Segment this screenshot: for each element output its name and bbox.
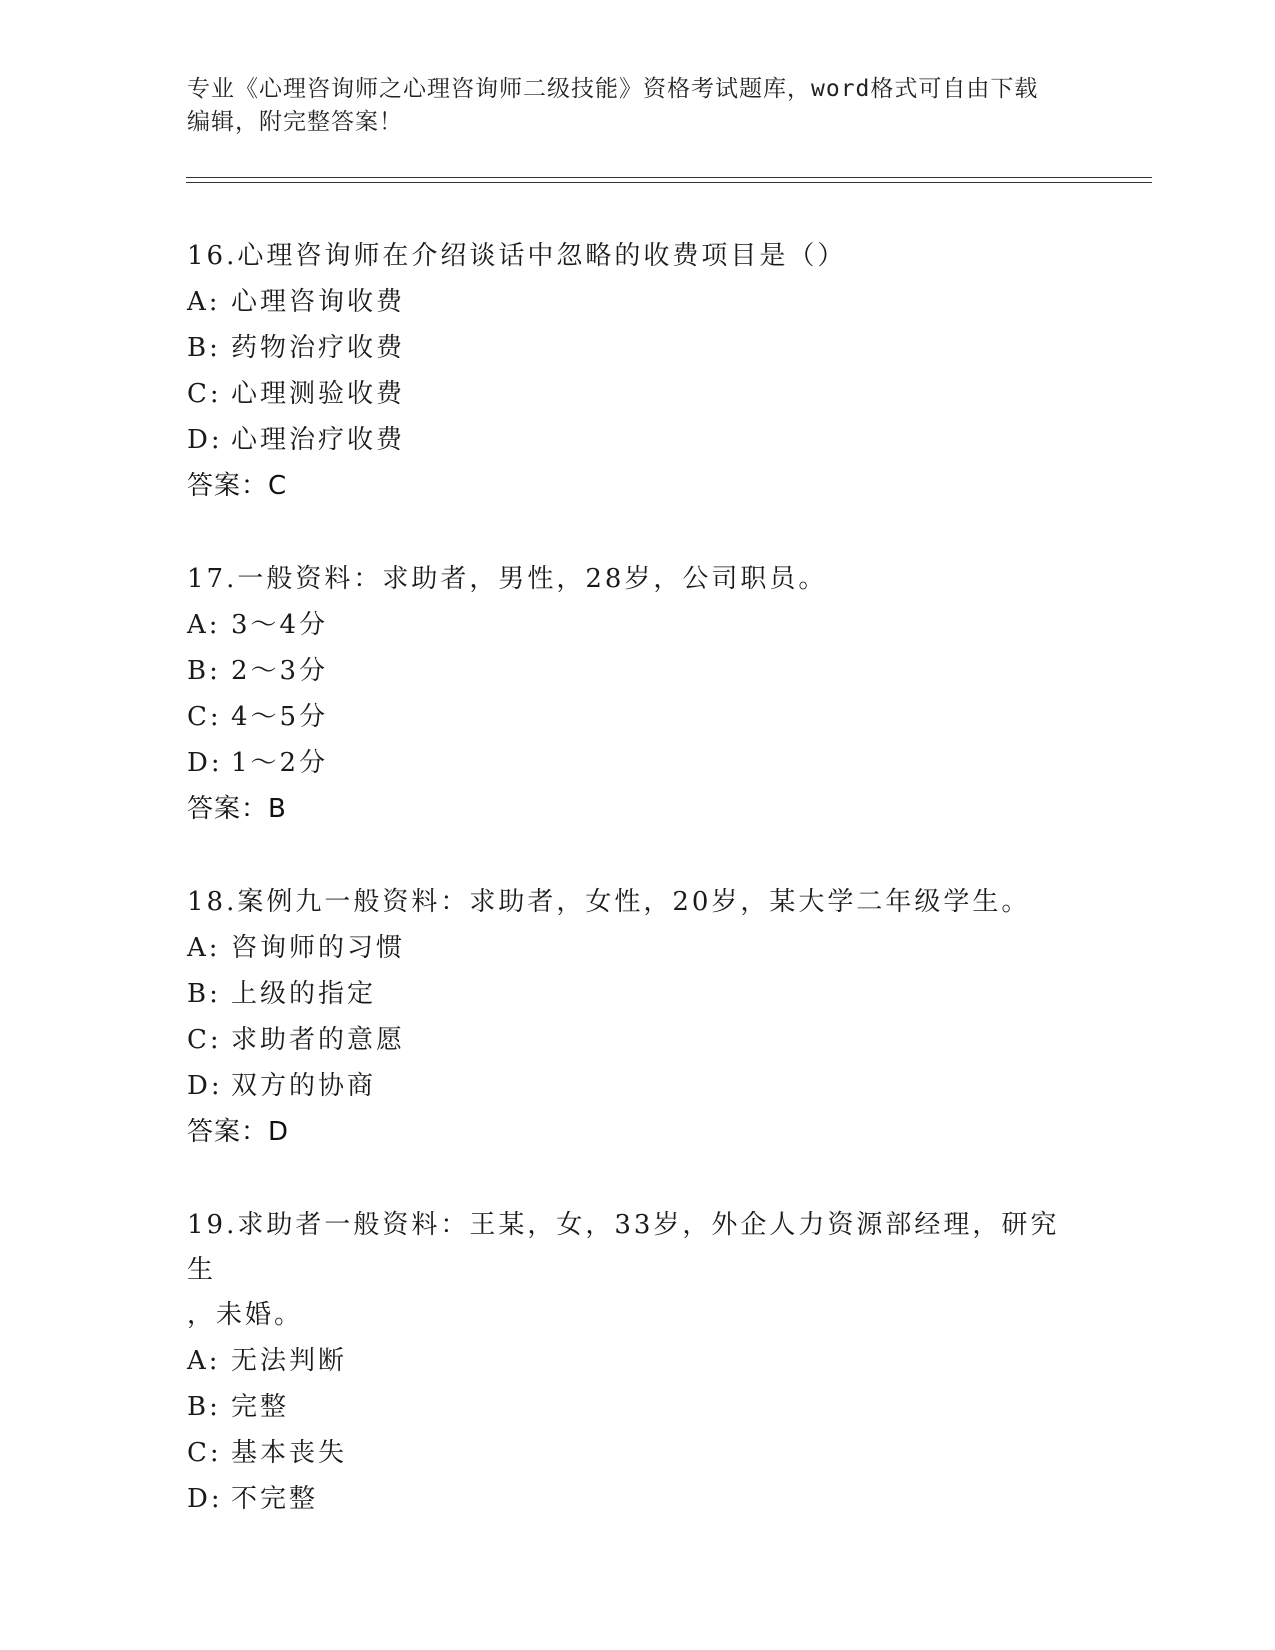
option-letter: C:: [187, 1438, 222, 1468]
option-a: [187, 1338, 1087, 1384]
option-text: 心理咨询收费: [231, 287, 406, 317]
question-stem: 16.心理咨询师在介绍谈话中忽略的收费项目是（）: [187, 241, 847, 271]
option-d: [187, 740, 1087, 786]
option-b: [187, 971, 1087, 1017]
header-divider-top: [186, 177, 1152, 178]
option-letter: C:: [187, 702, 222, 732]
option-letter: C:: [187, 379, 222, 409]
question-stem: 18.案例九一般资料：求助者，女性，20岁，某大学二年级学生。: [187, 887, 1031, 917]
question-17: [187, 557, 1087, 832]
option-letter: B:: [187, 656, 221, 686]
option-a: [187, 925, 1087, 971]
option-text: 不完整: [231, 1484, 319, 1514]
option-text: 1～2分: [231, 748, 329, 778]
answer-line: 答案：B: [187, 794, 287, 824]
header-line-2: 编辑，附完整答案！: [187, 109, 403, 135]
question-stem-line-2: ，未婚。: [187, 1300, 304, 1330]
option-letter: A:: [187, 610, 221, 640]
option-letter: B:: [187, 979, 221, 1009]
option-text: 完整: [231, 1392, 290, 1422]
option-letter: B:: [187, 1392, 221, 1422]
option-d: [187, 417, 1087, 463]
option-text: 4～5分: [231, 702, 329, 732]
option-text: 药物治疗收费: [231, 333, 406, 363]
option-text: 3～4分: [231, 610, 329, 640]
option-c: [187, 371, 1087, 417]
option-letter: D:: [187, 1484, 223, 1514]
option-c: [187, 694, 1087, 740]
option-b: [187, 648, 1087, 694]
option-text: 无法判断: [231, 1346, 348, 1376]
question-spacer: [187, 509, 1087, 557]
option-text: 双方的协商: [231, 1071, 377, 1101]
option-letter: A:: [187, 1346, 221, 1376]
answer-line: 答案：C: [187, 471, 288, 501]
option-text: 心理治疗收费: [231, 425, 406, 455]
question-stem-line-1: 19.求助者一般资料：王某，女，33岁，外企人力资源部经理，研究生: [187, 1210, 1060, 1285]
option-text: 求助者的意愿: [231, 1025, 406, 1055]
option-text: 2～3分: [231, 656, 329, 686]
option-d: [187, 1063, 1087, 1109]
option-letter: A:: [187, 933, 221, 963]
option-text: 基本丧失: [231, 1438, 348, 1468]
header-line-1: 专业《心理咨询师之心理咨询师二级技能》资格考试题库，word格式可自由下载: [187, 76, 1039, 102]
answer-line: 答案：D: [187, 1117, 290, 1147]
question-spacer: [187, 832, 1087, 880]
option-d: [187, 1476, 1087, 1522]
option-a: [187, 602, 1087, 648]
option-c: [187, 1017, 1087, 1063]
header-divider-bottom: [186, 182, 1152, 183]
option-b: [187, 325, 1087, 371]
option-b: [187, 1384, 1087, 1430]
question-18: [187, 880, 1087, 1155]
option-c: [187, 1430, 1087, 1476]
option-letter: D:: [187, 425, 223, 455]
option-text: 上级的指定: [231, 979, 377, 1009]
option-letter: D:: [187, 748, 223, 778]
option-letter: A:: [187, 287, 221, 317]
option-a: [187, 279, 1087, 325]
question-spacer: [187, 1155, 1087, 1203]
option-text: 心理测验收费: [231, 379, 406, 409]
option-letter: B:: [187, 333, 221, 363]
question-stem: 17.一般资料：求助者，男性，28岁，公司职员。: [187, 564, 828, 594]
option-text: 咨询师的习惯: [231, 933, 406, 963]
document-header: [187, 73, 1087, 139]
question-19: [187, 1203, 1087, 1522]
question-list: [187, 234, 1087, 1522]
option-letter: C:: [187, 1025, 222, 1055]
question-16: [187, 234, 1087, 509]
option-letter: D:: [187, 1071, 223, 1101]
